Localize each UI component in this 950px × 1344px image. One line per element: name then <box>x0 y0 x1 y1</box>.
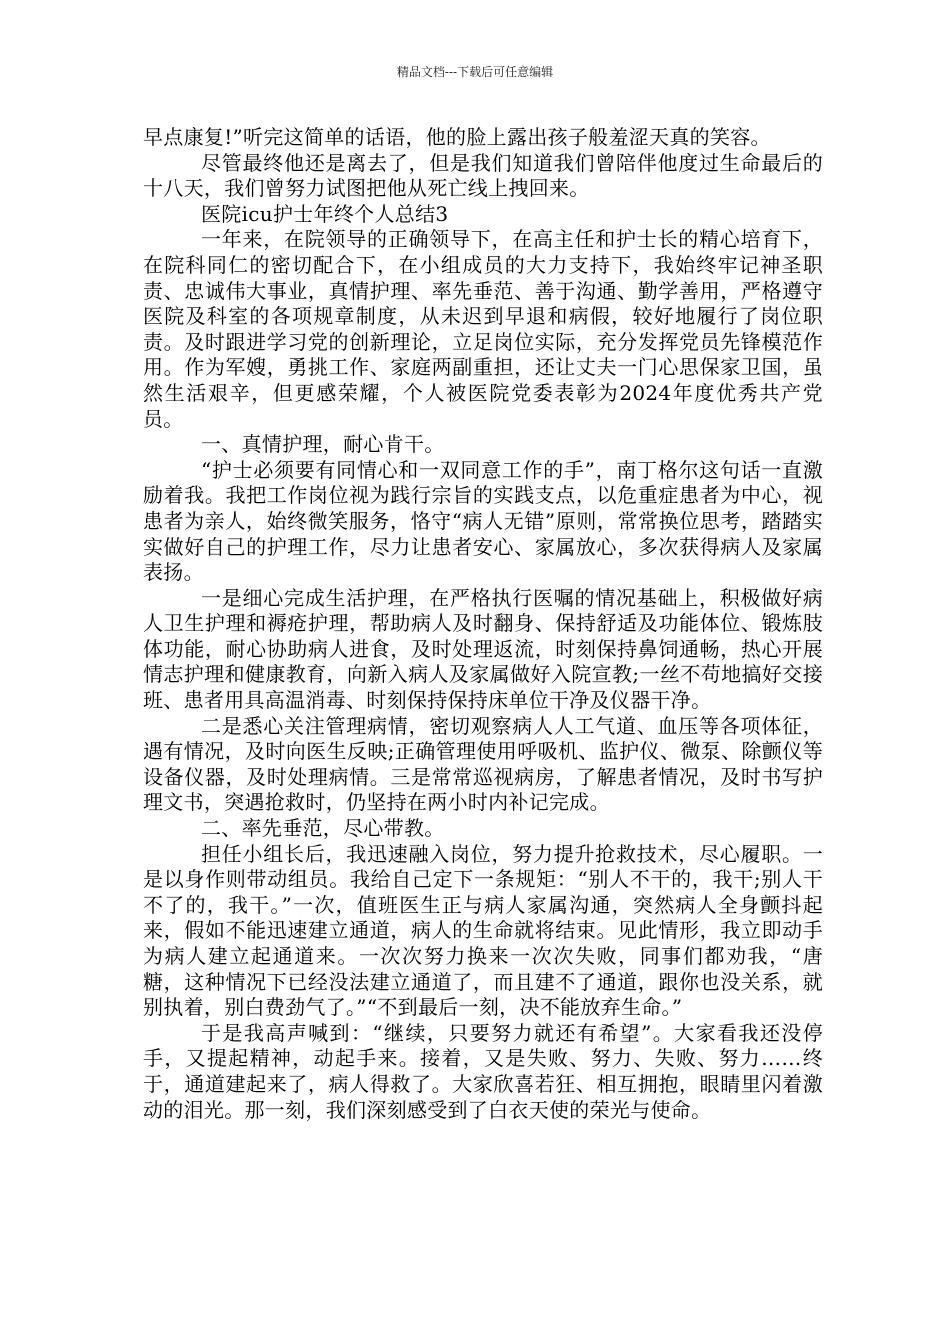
paragraph: 尽管最终他还是离去了，但是我们知道我们曾陪伴他度过生命最后的十八天，我们曾努力试图把他从死亡线上拽回来。 <box>143 150 823 201</box>
paragraph: 二是悉心关注管理病情，密切观察病人人工气道、血压等各项体征，遇有情况，及时向医生反映;正确管理使用呼吸机、监护仪、微泵、除颤仪等设备仪器，及时处理病情。三是常常巡视病房，了解患者情况，及时书写护理文书，突遇抢救时，仍坚持在两小时内补记完成。 <box>143 713 823 815</box>
paragraph: 担任小组长后，我迅速融入岗位，努力提升抢救技术，尽心履职。一是以身作则带动组员。我给自己定下一条规矩：“别人不干的，我干;别人干不了的，我干。”一次，值班医生正与病人家属沟通，突然病人全身颤抖起来，假如不能迅速建立通道，病人的生命就将结束。见此情形，我立即动手为病人建立起通道来。一次次努力换来一次次失败，同事们都劝我，“唐糖，这种情况下已经没法建立通道了，而且建不了通道，跟你也没关系，就别执着，别白费劲气了。”“不到最后一刻，决不能放弃生命。” <box>143 841 823 1020</box>
page-header: 精品文档---下载后可任意编辑 <box>396 65 554 79</box>
paragraph: 一是细心完成生活护理，在严格执行医嘱的情况基础上，积极做好病人卫生护理和褥疮护理，帮助病人及时翻身、保持舒适及功能体位、锻炼肢体功能，耐心协助病人进食，及时处理返流，时刻保持鼻饲通畅，热心开展情志护理和健康教育，向新入病人及家属做好入院宣教;一丝不苟地搞好交接班、患者用具高温消毒、时刻保持保持床单位干净及仪器干净。 <box>143 585 823 713</box>
section-heading: 二、率先垂范，尽心带教。 <box>201 816 445 841</box>
paragraph: “护士必须要有同情心和一双同意工作的手”，南丁格尔这句话一直激励着我。我把工作岗位视为践行宗旨的实践支点，以危重症患者为中心，视患者为亲人，始终微笑服务，恪守“病人无错”原则，常常换位思考，踏踏实实做好自己的护理工作，尽力让患者安心、家属放心，多次获得病人及家属表扬。 <box>143 457 823 585</box>
document-body <box>143 125 823 1123</box>
paragraph: 一年来，在院领导的正确领导下，在高主任和护士长的精心培育下，在院科同仁的密切配合下，在小组成员的大力支持下，我始终牢记神圣职责、忠诚伟大事业，真情护理、率先垂范、善于沟通、勤学善用，严格遵守医院及科室的各项规章制度，从未迟到早退和病假，较好地履行了岗位职责。及时跟进学习党的创新理论，立足岗位实际，充分发挥党员先锋模范作用。作为军嫂，勇挑工作、家庭两副重担，还让丈夫一门心思保家卫国，虽然生活艰辛，但更感荣耀，个人被医院党委表彰为2024年度优秀共产党员。 <box>143 227 823 431</box>
paragraph: 于是我高声喊到：“继续，只要努力就还有希望”。大家看我还没停手，又提起精神，动起手来。接着，又是失败、努力、失败、努力……终于，通道建起来了，病人得救了。大家欣喜若狂、相互拥抱，眼睛里闪着激动的泪光。那一刻，我们深刻感受到了白衣天使的荣光与使命。 <box>143 1020 823 1122</box>
paragraph: 早点康复!”听完这简单的话语，他的脸上露出孩子般羞涩天真的笑容。 <box>143 125 771 149</box>
section-title: 医院icu护士年终个人总结3 <box>201 201 449 226</box>
section-heading: 一、真情护理，耐心肯干。 <box>201 432 445 457</box>
